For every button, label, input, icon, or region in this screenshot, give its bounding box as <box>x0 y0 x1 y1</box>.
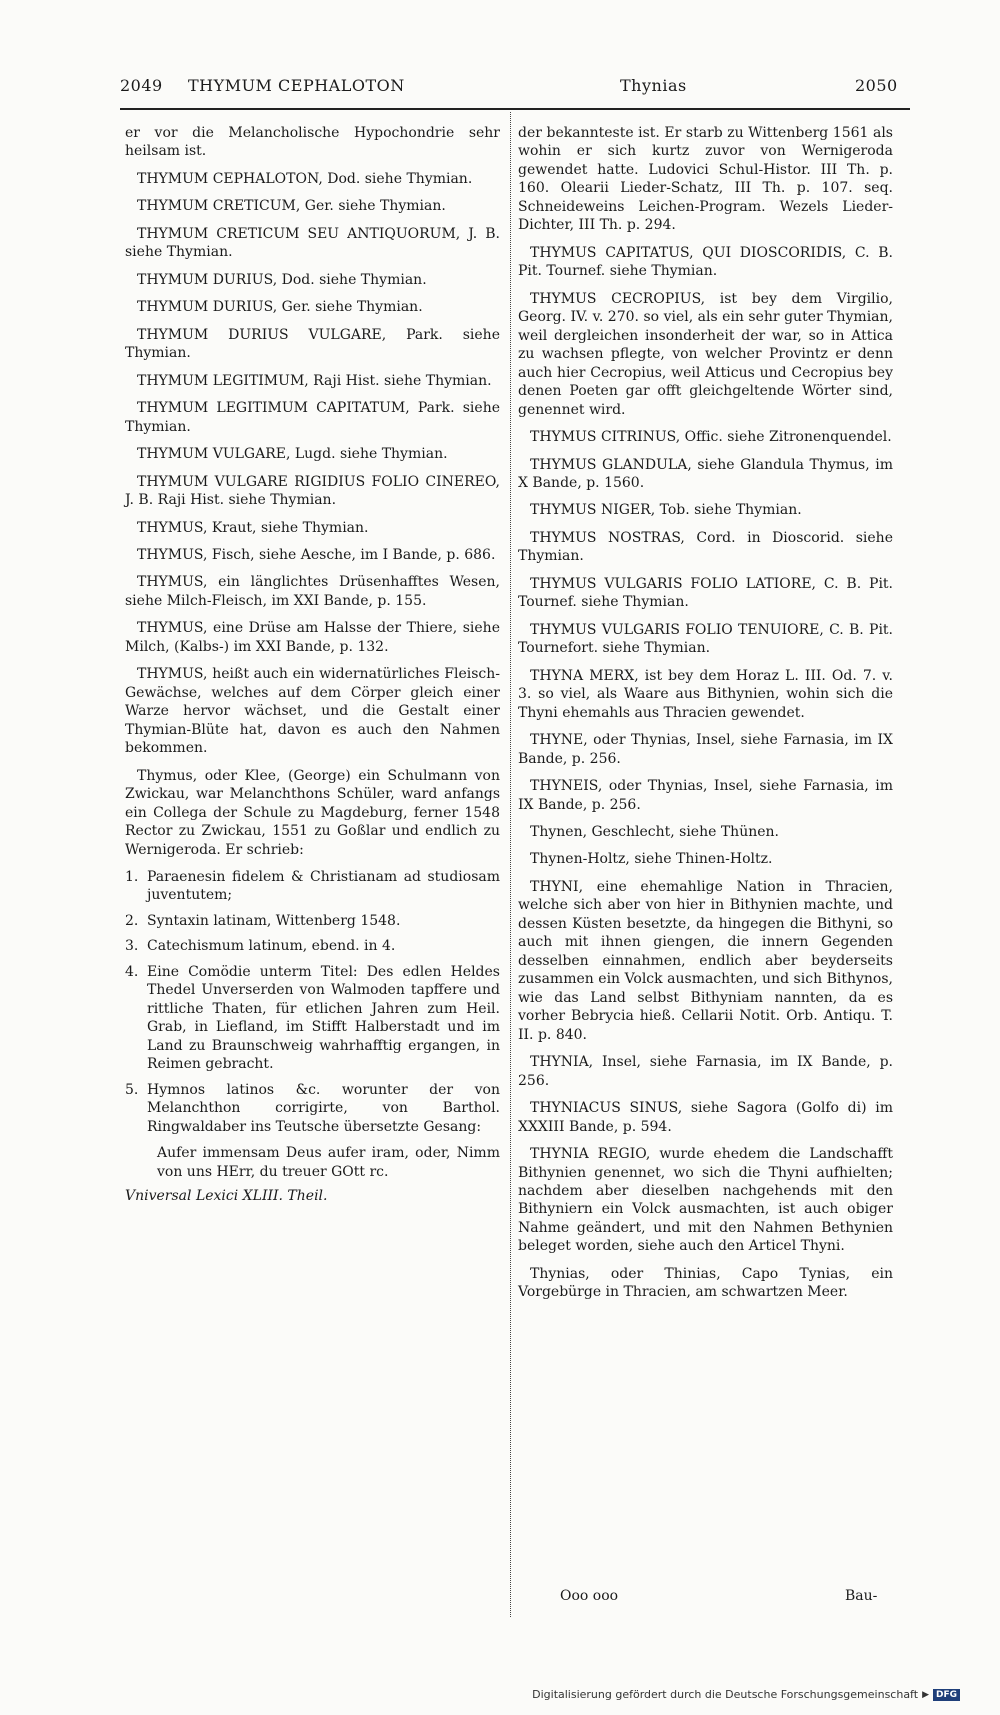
column-divider <box>510 112 512 1617</box>
list-text: Syntaxin latinam, Wittenberg 1548. <box>147 912 401 929</box>
list-number: 2. <box>125 912 139 929</box>
entry: THYMUM DURIUS VULGARE, Park. siehe Thymian. <box>125 326 500 362</box>
entry: THYNE, oder Thynias, Insel, siehe Farnasia, im IX Bande, p. 256. <box>518 732 893 767</box>
entry: THYMUS, Kraut, siehe Thymian. <box>137 519 369 536</box>
entry: THYNIACUS SINUS, siehe Sagora (Golfo di) im XXXIII Bande, p. 594. <box>518 1100 893 1135</box>
hymn-quote: Aufer immensam Deus aufer iram, oder, Nimm von uns HErr, du treuer GOtt rc. <box>157 1145 500 1180</box>
entry: THYNEIS, oder Thynias, Insel, siehe Farnasia, im IX Bande, p. 256. <box>518 778 893 813</box>
entry: THYMUM VULGARE, Lugd. siehe Thymian. <box>137 446 448 463</box>
entry: THYMUS VULGARIS FOLIO LATIORE, C. B. Pit. Tournef. siehe Thymian. <box>518 575 893 611</box>
right-column <box>518 124 893 1311</box>
entry: THYMUM CEPHALOTON, Dod. siehe Thymian. <box>137 170 473 187</box>
credit-text: Digitalisierung gefördert durch die Deutsche Forschungsgemeinschaft <box>532 1688 919 1701</box>
list-number: 1. <box>125 869 139 885</box>
entry: Thynen, Geschlecht, siehe Thünen. <box>530 824 779 840</box>
entry: THYNI, eine ehemahlige Nation in Thracien, welche sich aber von hier in Bithynien machte, und dessen Küsten besetzte, da hingegen die Bithyni, so auch mit ihnen giengen, die innern Gegenden desselben einnahmen, endlich aber beyderseits zusammen ein Volck ausmachten, und sich Bithynos, wie das Land selbst Bithyniam nannten, da es vorher Bebrycia hieß. Cellarii Notit. Orb. Antiqu. T. II. p. 840. <box>518 878 893 1043</box>
header-rule <box>120 108 910 110</box>
list-number: 5. <box>125 1081 139 1098</box>
signature-mark: Ooo ooo <box>560 1588 619 1604</box>
entry: THYMUM LEGITIMUM CAPITATUM, Park. siehe Thymian. <box>125 400 500 435</box>
list-item <box>125 1081 500 1136</box>
entry: THYMUS CECROPIUS, ist bey dem Virgilio, Georg. IV. v. 270. so viel, als ein sehr guter Thymian, weil dergleichen insonderheit der war, so in Attica zu wachsen pflegte, von welcher Provintz er denn auch hier Cecropius, weil Atticus und Cecropius bey denen Poeten gar offt gleichgeltende Wörter sind, genennet wird. <box>518 290 893 418</box>
list-item <box>125 868 500 905</box>
left-column <box>125 124 500 1220</box>
entry: THYNA MERX, ist bey dem Horaz L. III. Od. 7. v. 3. so viel, als Waare aus Bithynien, wohin sich die Thyni ehemahls aus Thracien gewendet. <box>518 667 893 721</box>
arrow-icon: ▶ <box>922 1689 929 1700</box>
list-text: Catechismum latinum, ebend. in 4. <box>147 938 396 955</box>
works-list <box>125 868 500 1136</box>
page-number-left: 2049 <box>120 76 163 95</box>
entry: THYMUS CITRINUS, Offic. siehe Zitronenquendel. <box>530 429 892 446</box>
list-text: Eine Comödie unterm Titel: Des edlen Heldes Thedel Unverserden von Walmoden tapffere und rittliche Thaten, für etlichen Jahren zum Heil. Grab, in Liefland, im Stifft Halberstadt und im Land zu Braunschweig wahrhafftig ergangen, in Reimen gebracht. <box>147 963 500 1073</box>
list-item <box>125 963 500 1074</box>
entry: Thynen-Holtz, siehe Thinen-Holtz. <box>530 851 773 868</box>
entry: THYMUS, eine Drüse am Halsse der Thiere, siehe Milch, (Kalbs-) im XXI Bande, p. 132. <box>125 620 500 655</box>
list-item <box>125 937 500 955</box>
entry: Thynias, oder Thinias, Capo Tynias, ein Vorgebürge in Thracien, am schwartzen Meer. <box>518 1265 893 1301</box>
list-text: Paraenesin fidelem & Christianam ad studiosam juventutem; <box>147 869 500 904</box>
catchword: Bau- <box>845 1588 878 1604</box>
entry: er vor die Melancholische Hypochondrie sehr heilsam ist. <box>125 125 500 160</box>
entry: THYMUM DURIUS, Dod. siehe Thymian. <box>137 271 427 288</box>
entry: THYMUM LEGITIMUM, Raji Hist. siehe Thymian. <box>137 372 492 389</box>
entry: THYMUS NOSTRAS, Cord. in Dioscorid. siehe Thymian. <box>518 529 893 565</box>
entry: THYMUM CRETICUM, Ger. siehe Thymian. <box>137 198 446 215</box>
digitization-credit <box>532 1688 960 1701</box>
entry: THYMUS NIGER, Tob. siehe Thymian. <box>530 502 802 519</box>
dfg-logo: DFG <box>933 1689 960 1701</box>
entry: THYNIA REGIO, wurde ehedem die Landschafft Bithynien genennet, wo sich die Thyni aufhielten; nachdem aber dieselben nachgehends mit den Bithyniern ein Volck ausmachten, ist auch obiger Nahme geändert, und mit den Nahmen Bethynien beleget worden, siehe auch den Articel Thyni. <box>518 1146 893 1255</box>
entry: THYMUS VULGARIS FOLIO TENUIORE, C. B. Pit. Tournefort. siehe Thymian. <box>518 621 893 657</box>
entry: THYMUM CRETICUM SEU ANTIQUORUM, J. B. siehe Thymian. <box>125 225 500 261</box>
entry: Thymus, oder Klee, (George) ein Schulmann von Zwickau, war Melanchthons Schüler, ward anfangs ein Collega der Schule zu Magdeburg, ferner 1548 Rector zu Zwickau, 1551 zu Goßlar und endlich zu Wernigeroda. Er schrieb: <box>125 767 500 858</box>
entry: THYNIA, Insel, siehe Farnasia, im IX Bande, p. 256. <box>518 1054 893 1089</box>
entry: THYMUS, Fisch, siehe Aesche, im I Bande, p. 686. <box>137 546 496 563</box>
list-item <box>125 912 500 930</box>
entry: der bekannteste ist. Er starb zu Wittenberg 1561 als wohin er sich kurtz zuvor von Wernigeroda gewendet hatte. Ludovici Schul-Histor. III Th. p. 160. Olearii Lieder-Schatz, III Th. p. 107. seq. Schneideweins Leichen-Program. Wezels Lieder-Dichter, III Th. p. 294. <box>518 125 893 234</box>
entry: THYMUS GLANDULA, siehe Glandula Thymus, im X Bande, p. 1560. <box>518 456 893 491</box>
entry: THYMUS, heißt auch ein widernatürliches Fleisch-Gewächse, welches auf dem Cörper gleich einer Warze hervor wächset, und die Gestalt einer Thymian-Blüte hat, davon es auch den Nahmen bekommen. <box>125 666 500 757</box>
entry: THYMUM VULGARE RIGIDIUS FOLIO CINEREO, J. B. Raji Hist. siehe Thymian. <box>125 473 500 509</box>
running-header <box>120 76 910 106</box>
list-text: Hymnos latinos &c. worunter der von Melanchthon corrigirte, von Barthol. Ringwaldaber ins Teutsche übersetzte Gesang: <box>147 1081 500 1135</box>
page-number-right: 2050 <box>855 76 898 95</box>
list-number: 3. <box>125 938 139 955</box>
entry: THYMUM DURIUS, Ger. siehe Thymian. <box>137 299 423 316</box>
volume-footer: Vniversal Lexici XLIII. Theil. <box>125 1188 328 1205</box>
header-title-left: THYMUM CEPHALOTON <box>188 76 405 95</box>
list-number: 4. <box>125 963 139 980</box>
entry: THYMUS CAPITATUS, QUI DIOSCORIDIS, C. B. Pit. Tournef. siehe Thymian. <box>518 244 893 280</box>
entry: THYMUS, ein länglichtes Drüsenhafftes Wesen, siehe Milch-Fleisch, im XXI Bande, p. 155. <box>125 574 500 609</box>
header-title-right: Thynias <box>620 76 687 95</box>
